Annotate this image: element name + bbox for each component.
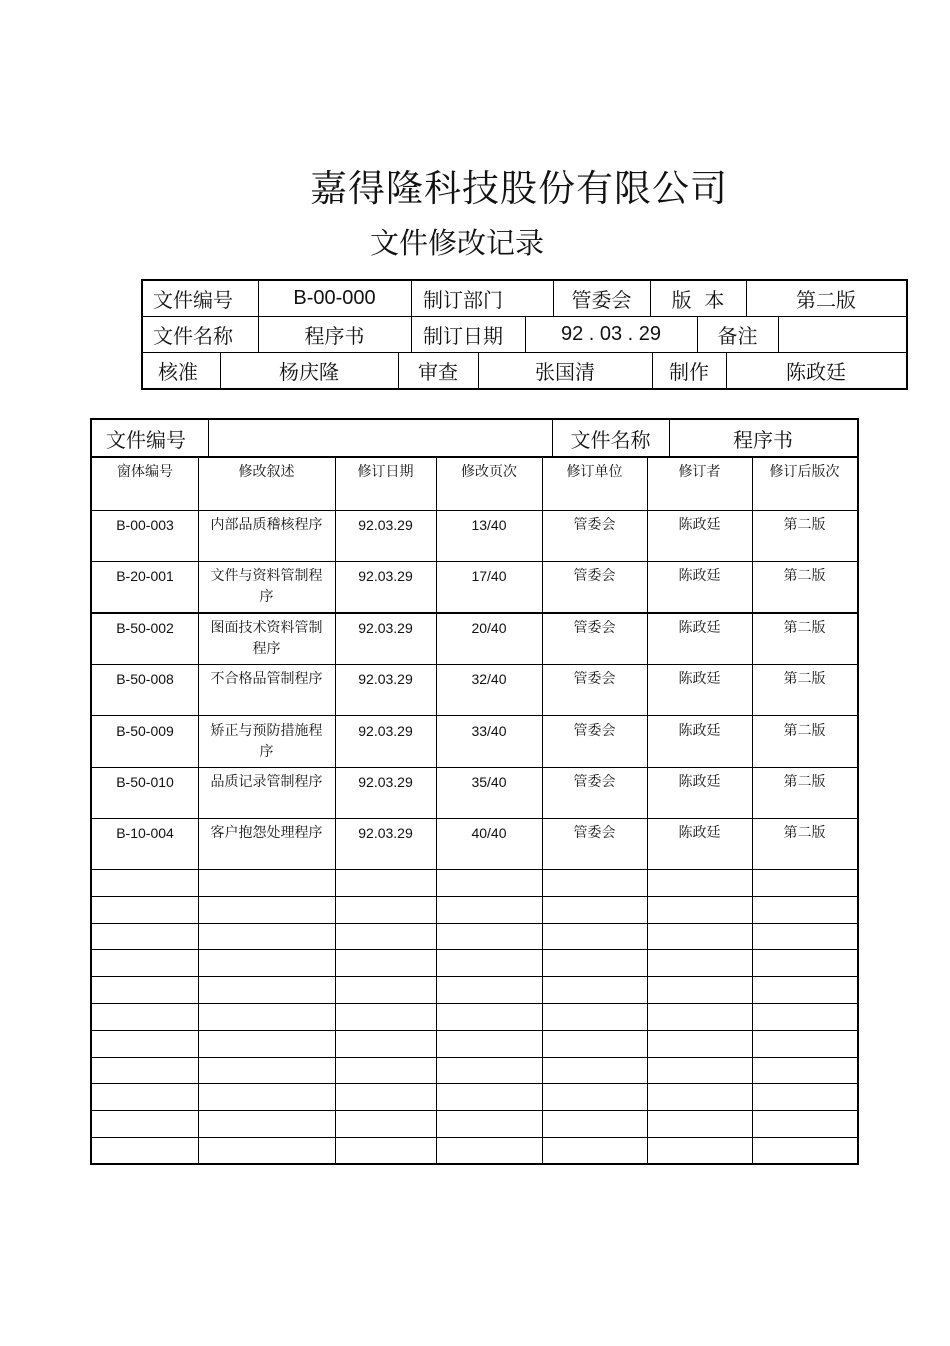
table-cell-revision-date: 92.03.29 — [358, 671, 413, 687]
date-label: 制订日期 — [423, 323, 503, 348]
date-value: 92 . 03 . 29 — [560, 322, 662, 345]
remark-value — [778, 316, 906, 352]
table-cell-pages: 35/40 — [471, 774, 507, 790]
table-cell-reviser: 陈政廷 — [678, 723, 721, 739]
table-cell-pages: 33/40 — [471, 723, 507, 739]
table-cell-new-version: 第二版 — [783, 671, 826, 687]
table-cell-reviser: 陈政廷 — [678, 671, 721, 687]
table-cell-unit: 管委会 — [573, 671, 616, 687]
table-cell-unit: 管委会 — [573, 723, 616, 739]
column-header-revision-date: 修订日期 — [357, 464, 414, 480]
company-title: 嘉得隆科技股份有限公司 — [310, 167, 728, 210]
dept-label: 制订部门 — [423, 288, 503, 312]
table-cell-reviser: 陈政廷 — [678, 825, 721, 841]
version-value: 第二版 — [796, 288, 856, 312]
table-cell-revision-date: 92.03.29 — [358, 620, 413, 636]
table-cell-new-version: 第二版 — [783, 620, 826, 636]
table-cell-unit: 管委会 — [573, 620, 616, 636]
remark-label: 备注 — [717, 323, 758, 348]
doc-no-label: 文件编号 — [153, 288, 233, 312]
table-cell-revision-date: 92.03.29 — [358, 774, 413, 790]
reviewer-name: 张国清 — [535, 359, 595, 384]
table-cell-form-no: B-20-001 — [116, 568, 174, 584]
approver-name: 杨庆隆 — [279, 359, 339, 384]
column-header-form-no: 窗体编号 — [117, 464, 173, 480]
table-cell-new-version: 第二版 — [783, 723, 826, 739]
header-info-table — [141, 279, 908, 390]
table-cell-form-no: B-10-004 — [116, 825, 174, 841]
table-cell-new-version: 第二版 — [783, 517, 826, 533]
table-cell-revision-date: 92.03.29 — [358, 568, 413, 584]
dept-value: 管委会 — [571, 288, 632, 312]
table-cell-unit: 管委会 — [573, 568, 616, 584]
column-header-new-version: 修订后版次 — [769, 464, 840, 480]
table-cell-revision-date: 92.03.29 — [358, 723, 413, 739]
table-cell-new-version: 第二版 — [783, 568, 826, 584]
record-doc-name-value: 程序书 — [733, 427, 793, 452]
version-label: 版 本 — [671, 288, 725, 312]
table-cell-description: 内部品质稽核程序 — [210, 517, 323, 533]
column-header-pages: 修改页次 — [461, 464, 517, 480]
table-cell-reviser: 陈政廷 — [678, 774, 721, 790]
table-cell-revision-date: 92.03.29 — [358, 825, 413, 841]
table-cell-pages: 13/40 — [471, 517, 507, 533]
table-cell-unit: 管委会 — [573, 825, 616, 841]
table-cell-new-version: 第二版 — [783, 774, 826, 790]
document-subtitle: 文件修改记录 — [370, 226, 545, 260]
column-header-reviser: 修订者 — [678, 464, 721, 480]
table-cell-new-version: 第二版 — [783, 825, 826, 841]
table-cell-pages: 40/40 — [471, 825, 507, 841]
make-label: 制作 — [669, 359, 709, 384]
approve-label: 核准 — [158, 359, 198, 384]
table-cell-description: 品质记录管制程序 — [210, 774, 323, 790]
maker-name: 陈政廷 — [786, 359, 846, 384]
table-cell-revision-date: 92.03.29 — [358, 517, 413, 533]
doc-no-value: B-00-000 — [293, 287, 376, 309]
table-cell-reviser: 陈政廷 — [678, 517, 721, 533]
column-header-unit: 修订单位 — [566, 464, 623, 480]
record-doc-name-label: 文件名称 — [570, 427, 651, 452]
table-cell-pages: 17/40 — [471, 568, 507, 584]
table-cell-form-no: B-50-010 — [116, 774, 174, 790]
table-cell-reviser: 陈政廷 — [678, 568, 721, 584]
doc-name-label: 文件名称 — [153, 323, 233, 348]
table-cell-description: 客户抱怨处理程序 — [210, 825, 323, 841]
table-cell-description: 不合格品管制程序 — [210, 671, 323, 687]
modification-record-table — [90, 418, 859, 1165]
table-cell-description: 图面技术资料管制程序 — [210, 620, 323, 657]
doc-name-value: 程序书 — [304, 323, 365, 348]
review-label: 审查 — [418, 359, 458, 384]
column-header-description: 修改叙述 — [238, 464, 295, 480]
table-cell-unit: 管委会 — [573, 517, 616, 533]
table-cell-form-no: B-00-003 — [116, 517, 174, 533]
table-cell-form-no: B-50-002 — [116, 620, 174, 636]
table-cell-pages: 20/40 — [471, 620, 507, 636]
table-cell-description: 文件与资料管制程序 — [210, 568, 323, 605]
record-doc-no-label: 文件编号 — [106, 427, 186, 452]
table-cell-form-no: B-50-009 — [116, 723, 174, 739]
table-cell-pages: 32/40 — [471, 671, 507, 687]
record-doc-no-value — [208, 420, 552, 456]
table-cell-unit: 管委会 — [573, 774, 616, 790]
table-cell-form-no: B-50-008 — [116, 671, 174, 687]
table-cell-reviser: 陈政廷 — [678, 620, 721, 636]
table-cell-description: 矫正与预防措施程序 — [210, 723, 323, 760]
